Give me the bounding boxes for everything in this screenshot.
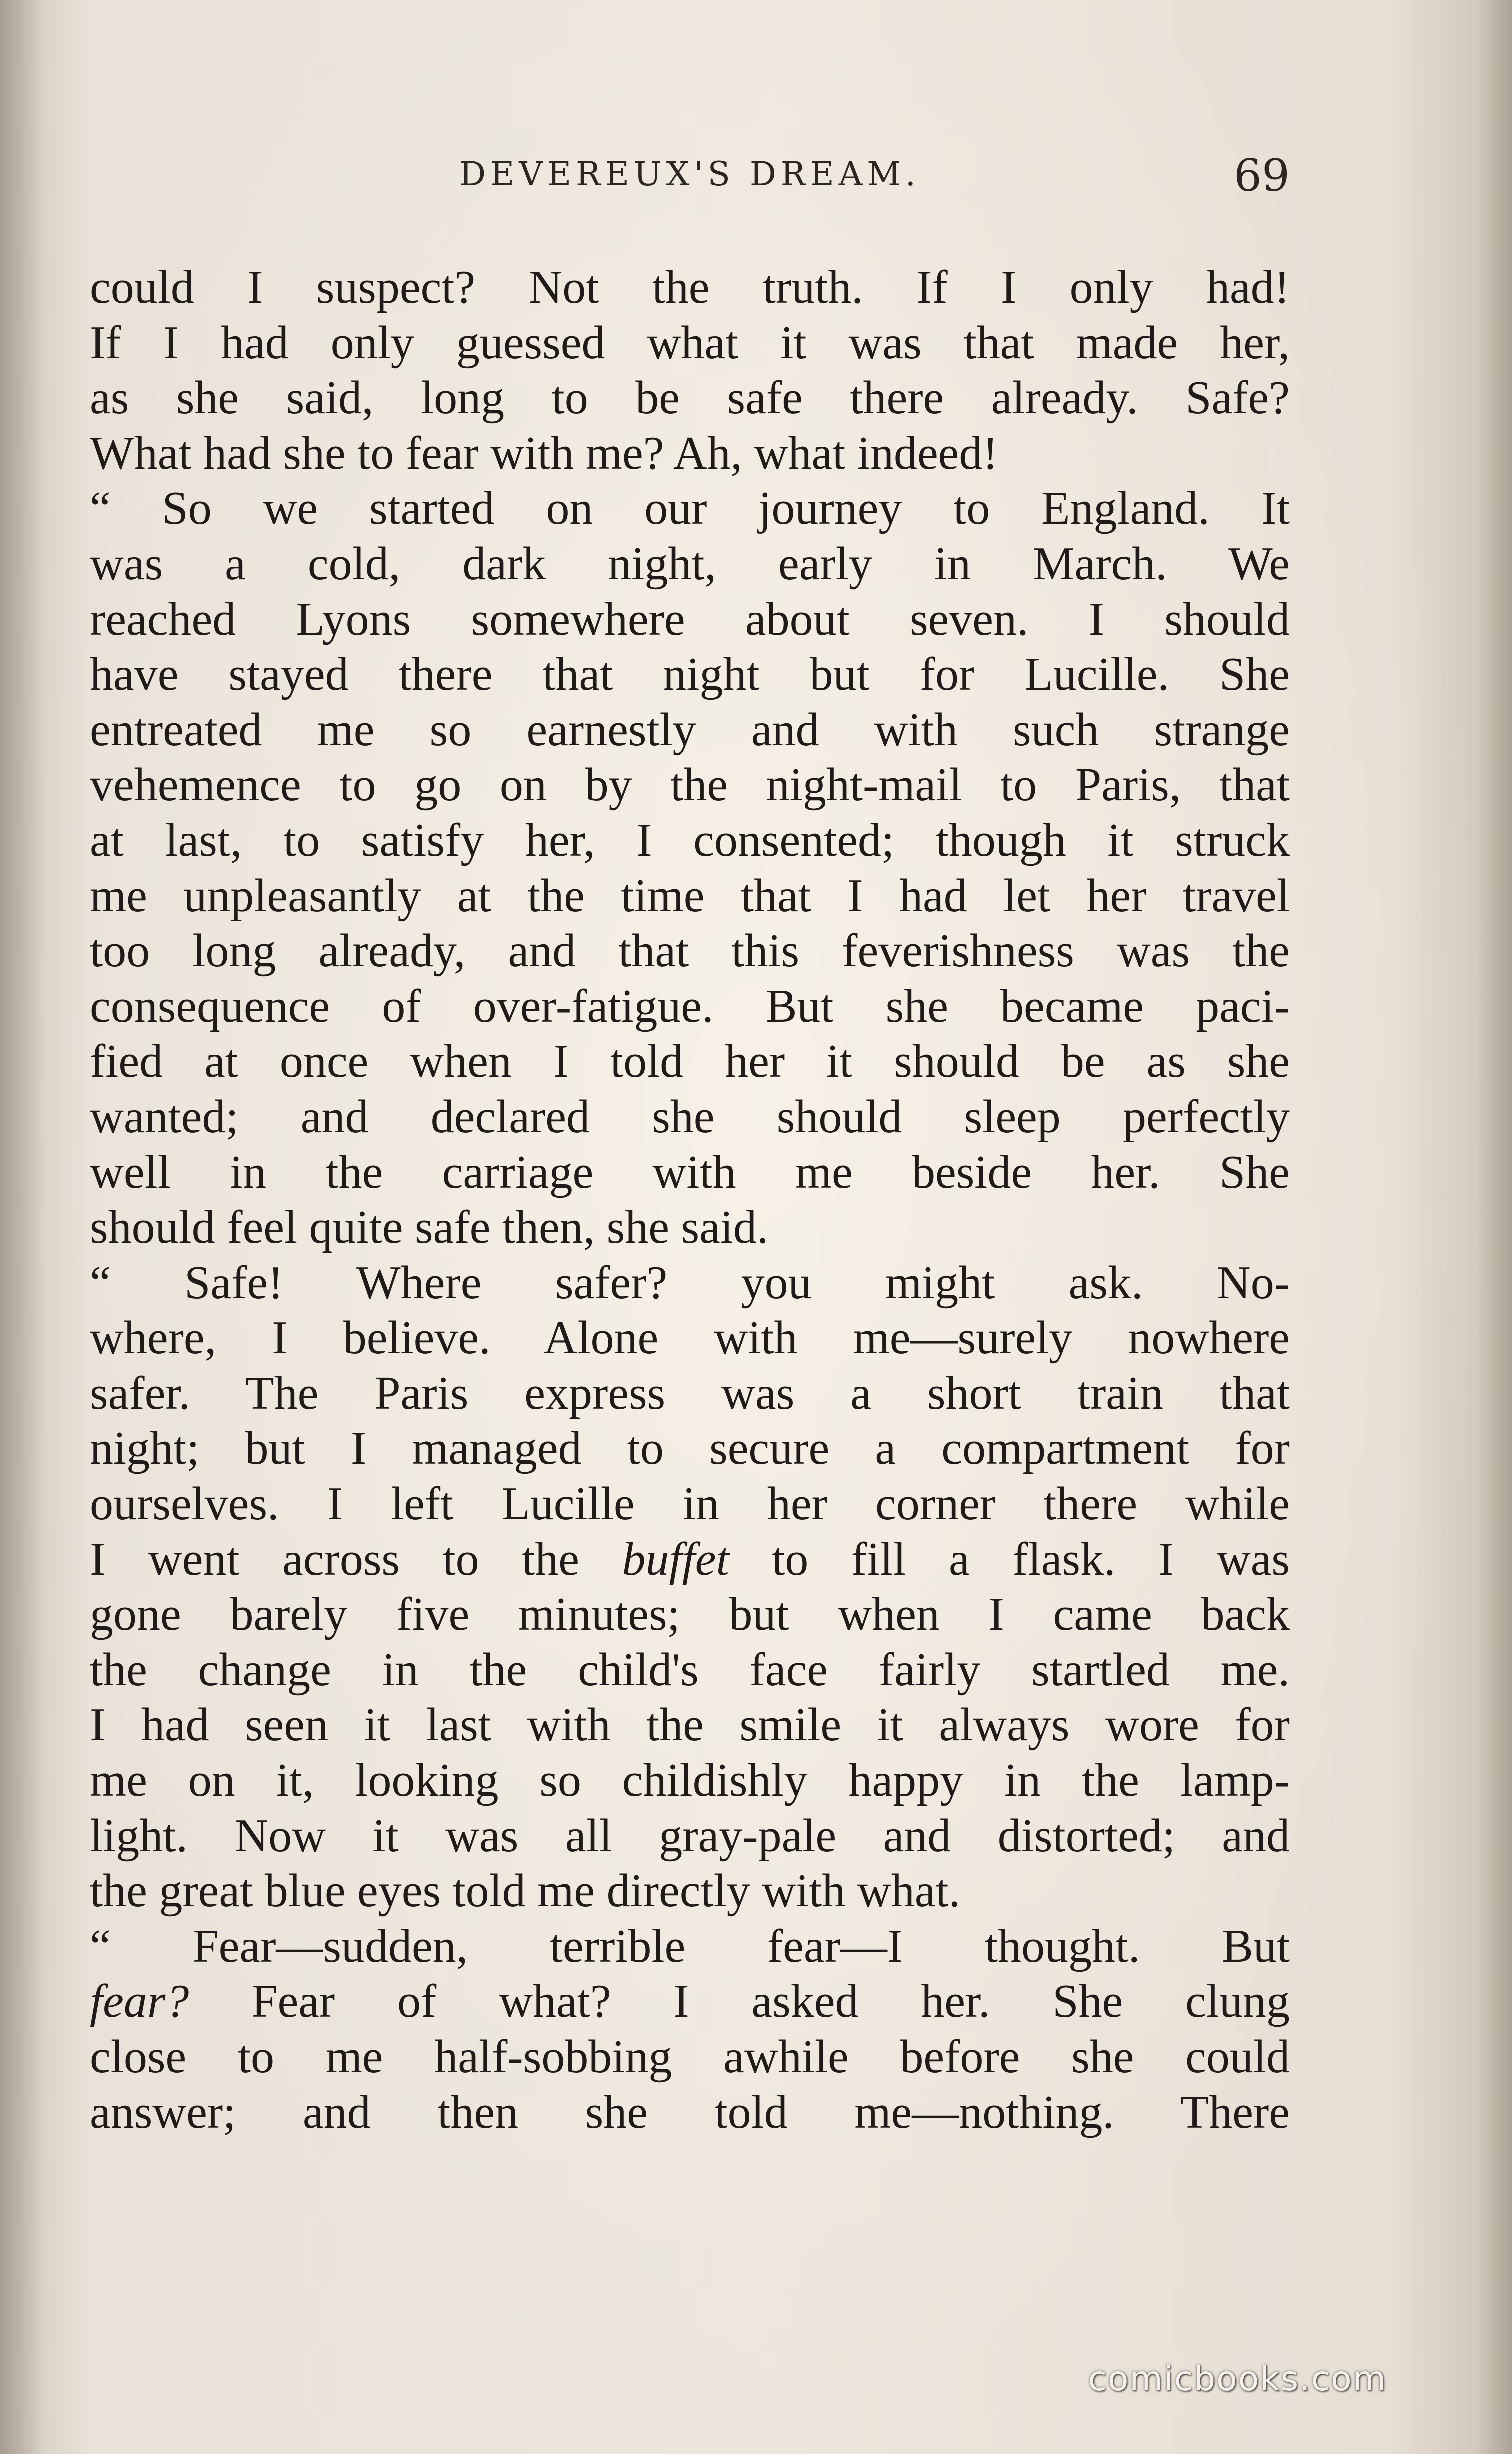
- text-segment: should feel quite safe then, she said.: [90, 1202, 769, 1254]
- text-line: [90, 592, 1290, 648]
- text-segment: answer; and then she told me—nothing. There: [90, 2086, 1290, 2138]
- text-segment: safer. The Paris express was a short train that: [90, 1367, 1290, 1420]
- watermark: comicbooks.com: [1088, 2360, 1387, 2399]
- page-number: 69: [1234, 150, 1290, 202]
- text-segment: light. Now it was all gray-pale and distorted; and: [90, 1810, 1290, 1862]
- text-line: [90, 1532, 1290, 1588]
- text-segment: could I suspect? Not the truth. If I only had!: [90, 262, 1290, 314]
- text-segment: well in the carriage with me beside her. She: [90, 1146, 1290, 1198]
- text-segment: at last, to satisfy her, I consented; though it struck: [90, 814, 1290, 866]
- italic-text: buffet: [622, 1533, 730, 1586]
- text-line: [90, 1421, 1290, 1476]
- text-line: [90, 868, 1290, 924]
- text-line: [90, 2085, 1290, 2140]
- page-edge-shadow-left: [0, 0, 45, 2454]
- text-line: [90, 758, 1290, 813]
- text-segment: “ So we started on our journey to England. It: [90, 482, 1290, 535]
- text-line: [90, 1698, 1290, 1753]
- text-line: [90, 1919, 1290, 1974]
- text-segment: me unpleasantly at the time that I had let her travel: [90, 870, 1290, 922]
- text-segment: I went across to the: [90, 1533, 622, 1586]
- body-text: [90, 260, 1290, 2140]
- text-line: [90, 924, 1290, 979]
- running-title: DEVEREUX'S DREAM.: [460, 155, 920, 194]
- text-segment: reached Lyons somewhere about seven. I should: [90, 593, 1290, 646]
- text-line: [90, 536, 1290, 592]
- page-edge-shadow-right: [1477, 0, 1512, 2454]
- text-segment: was a cold, dark night, early in March. We: [90, 538, 1290, 590]
- text-line: [90, 1476, 1290, 1532]
- text-line: [90, 1090, 1290, 1145]
- text-line: [90, 813, 1290, 868]
- text-segment: “ Fear—sudden, terrible fear—I thought. But: [90, 1920, 1290, 1972]
- text-line: [90, 481, 1290, 536]
- text-segment: where, I believe. Alone with me—surely nowhere: [90, 1312, 1290, 1364]
- text-line: [90, 1200, 1290, 1256]
- text-segment: the change in the child's face fairly startled me.: [90, 1644, 1290, 1696]
- text-segment: as she said, long to be safe there already. Safe?: [90, 372, 1290, 424]
- text-segment: the great blue eyes told me directly with what.: [90, 1865, 961, 1918]
- text-line: [90, 370, 1290, 426]
- text-line: [90, 426, 1290, 482]
- italic-text: fear?: [90, 1976, 190, 2028]
- text-line: [90, 1974, 1290, 2030]
- text-line: [90, 1366, 1290, 1422]
- text-line: [90, 1256, 1290, 1311]
- text-segment: “ Safe! Where safer? you might ask. No-: [90, 1256, 1290, 1309]
- text-segment: to fill a flask. I was: [729, 1533, 1290, 1586]
- text-line: [90, 1642, 1290, 1698]
- text-segment: close to me half-sobbing awhile before she could: [90, 2031, 1290, 2083]
- text-segment: I had seen it last with the smile it always wore for: [90, 1699, 1290, 1752]
- page-header: [90, 150, 1290, 205]
- text-segment: If I had only guessed what it was that made her,: [90, 316, 1290, 369]
- text-line: [90, 260, 1290, 316]
- text-line: [90, 647, 1290, 702]
- text-segment: fied at once when I told her it should be as she: [90, 1036, 1290, 1088]
- text-segment: consequence of over-fatigue. But she became paci-: [90, 980, 1290, 1032]
- text-line: [90, 1808, 1290, 1864]
- text-line: [90, 1753, 1290, 1808]
- text-segment: vehemence to go on by the night-mail to Paris, that: [90, 759, 1290, 812]
- text-segment: Fear of what? I asked her. She clung: [189, 1976, 1290, 2028]
- text-line: [90, 1587, 1290, 1642]
- text-line: [90, 316, 1290, 371]
- text-segment: wanted; and declared she should sleep perfectly: [90, 1090, 1290, 1143]
- text-segment: me on it, looking so childishly happy in the lamp-: [90, 1754, 1290, 1807]
- text-segment: have stayed there that night but for Lucille. She: [90, 648, 1290, 701]
- text-segment: entreated me so earnestly and with such strange: [90, 704, 1290, 756]
- text-line: [90, 1145, 1290, 1200]
- text-segment: gone barely five minutes; but when I came back: [90, 1588, 1290, 1641]
- text-line: [90, 702, 1290, 758]
- text-line: [90, 2030, 1290, 2085]
- text-segment: night; but I managed to secure a compartment for: [90, 1422, 1290, 1475]
- text-line: [90, 1034, 1290, 1090]
- text-segment: too long already, and that this feverishness was the: [90, 925, 1290, 978]
- text-segment: What had she to fear with me? Ah, what indeed!: [90, 427, 998, 480]
- text-line: [90, 1864, 1290, 1919]
- text-segment: ourselves. I left Lucille in her corner there while: [90, 1478, 1290, 1530]
- text-line: [90, 1310, 1290, 1366]
- text-line: [90, 979, 1290, 1034]
